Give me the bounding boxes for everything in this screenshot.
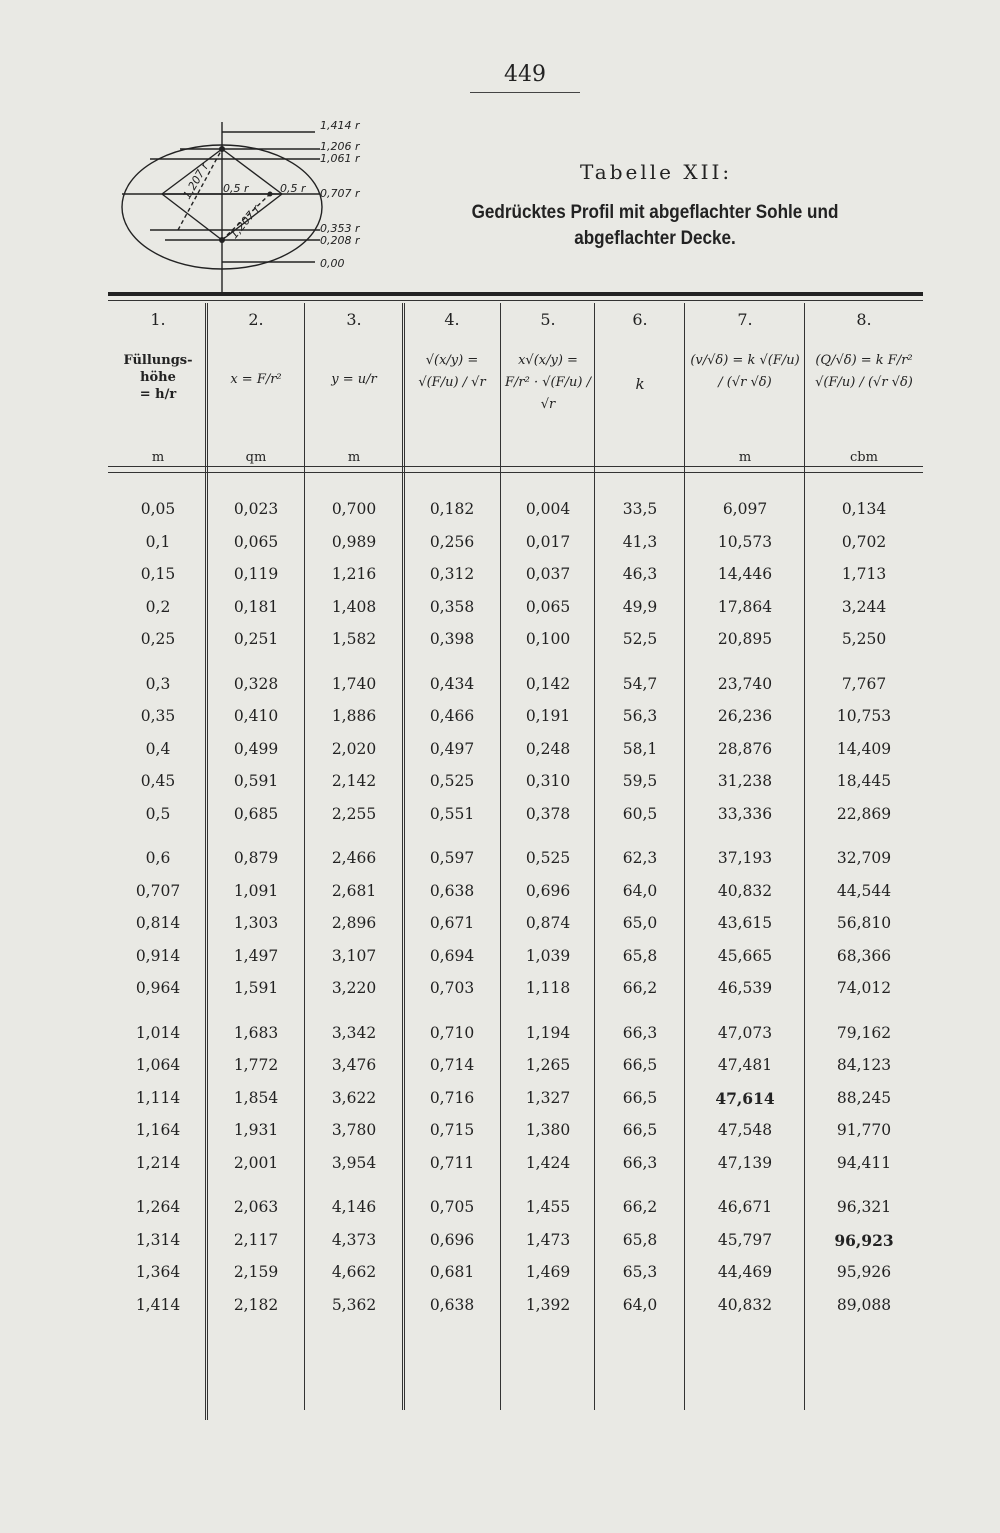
col-header-3: y = u/r (331, 372, 377, 387)
table-cell: 0,681 (429, 1263, 475, 1281)
table-cell: 1,114 (135, 1088, 181, 1107)
label-1206: 1,206 r (320, 140, 360, 153)
table-row (108, 1154, 923, 1178)
table-cell: 1,740 (331, 674, 377, 693)
table-cell: 95,926 (836, 1263, 892, 1281)
table-cell: 64,0 (622, 881, 658, 900)
table-row (108, 1263, 923, 1287)
table-cell: 0,05 (140, 500, 176, 518)
table-cell: 3,954 (331, 1153, 377, 1172)
table-cell: 47,139 (717, 1153, 773, 1172)
table-cell: 0,466 (429, 707, 475, 725)
table-row (108, 979, 923, 1003)
label-1414: 1,414 r (320, 119, 360, 132)
table-cell: 0,15 (140, 565, 176, 583)
table-cell: 59,5 (622, 772, 658, 790)
table-cell: 1,039 (525, 946, 571, 965)
table-cell: 0,499 (233, 739, 279, 758)
table-cell: 28,876 (717, 739, 773, 758)
table-cell: 65,8 (622, 946, 658, 965)
table-cell: 3,780 (331, 1121, 377, 1139)
table-cell: 1,886 (331, 707, 377, 725)
profile-diagram (110, 112, 410, 302)
col-num-2: 2. (248, 310, 264, 329)
header-bottom-rule-2 (108, 472, 923, 473)
table-cell: 49,9 (622, 597, 658, 616)
table-cell: 17,864 (717, 597, 773, 616)
table-cell: 5,250 (841, 630, 887, 648)
table-cell: 0,191 (525, 707, 571, 725)
table-row (108, 849, 923, 873)
table-cell: 84,123 (836, 1056, 892, 1074)
table-cell: 47,548 (717, 1121, 773, 1139)
table-cell: 44,469 (717, 1263, 773, 1281)
table-cell: 3,342 (331, 1023, 377, 1042)
table-cell: 1,392 (525, 1295, 571, 1314)
table-cell: 0,551 (429, 804, 475, 823)
table-row (108, 565, 923, 589)
table-cell: 2,255 (331, 804, 377, 823)
table-cell: 31,238 (717, 772, 773, 790)
table-cell: 0,989 (331, 532, 377, 551)
table-row (108, 914, 923, 938)
table-top-rule (108, 292, 923, 296)
table-cell: 89,088 (836, 1295, 892, 1314)
table-cell: 54,7 (622, 674, 658, 693)
table-row (108, 772, 923, 796)
label-1207-lower: 1,207 r (227, 202, 263, 242)
table-cell: 1,408 (331, 597, 377, 616)
table-row (108, 947, 923, 971)
label-0208: 0,208 r (320, 234, 360, 247)
label-05r-left: 0,5 r (223, 182, 249, 195)
table-cell: 60,5 (622, 804, 658, 823)
unit-col-2: qm (245, 450, 267, 465)
table-row (108, 805, 923, 829)
table-cell: 66,5 (622, 1056, 658, 1074)
table-cell: 91,770 (836, 1121, 892, 1139)
header-bottom-rule (108, 466, 923, 467)
table-cell: 1,582 (331, 630, 377, 648)
table-cell: 0,591 (233, 772, 279, 790)
col-num-3: 3. (346, 310, 362, 329)
table-row (108, 740, 923, 764)
table-cell: 66,3 (622, 1153, 658, 1172)
table-row (108, 533, 923, 557)
table-subtitle (444, 200, 867, 252)
table-cell: 46,671 (717, 1198, 773, 1216)
table-cell: 0,5 (145, 804, 171, 823)
table-cell: 7,767 (841, 674, 887, 693)
table-cell: 94,411 (836, 1153, 892, 1172)
label-05r-right: 0,5 r (280, 182, 306, 195)
subtitle-line-2: abgeflachter Decke. (574, 228, 736, 249)
page-number: 449 (504, 62, 546, 87)
table-cell: 23,740 (717, 674, 773, 693)
table-cell: 2,159 (233, 1263, 279, 1281)
table-cell: 0,181 (233, 597, 279, 616)
table-row (108, 882, 923, 906)
unit-col-7: m (738, 450, 752, 465)
table-cell: 0,6 (145, 849, 171, 867)
table-cell: 0,702 (841, 532, 887, 551)
table-cell: 2,681 (331, 881, 377, 900)
table-row (108, 1089, 923, 1113)
label-1061: 1,061 r (320, 152, 360, 165)
table-cell: 0,710 (429, 1023, 475, 1042)
table-cell: 58,1 (622, 739, 658, 758)
table-cell: 56,810 (836, 914, 892, 932)
table-cell: 14,446 (717, 565, 773, 583)
table-cell: 68,366 (836, 946, 892, 965)
table-cell: 66,5 (622, 1088, 658, 1107)
table-cell: 33,5 (622, 500, 658, 518)
table-cell: 41,3 (622, 532, 658, 551)
table-cell: 0,142 (525, 674, 571, 693)
table-cell: 0,182 (429, 500, 475, 518)
table-cell: 0,248 (525, 739, 571, 758)
table-cell: 74,012 (836, 979, 892, 997)
table-cell: 1,216 (331, 565, 377, 583)
table-cell: 2,466 (331, 849, 377, 867)
table-cell: 0,3 (145, 674, 171, 693)
table-cell: 0,525 (429, 772, 475, 790)
table-top-rule-thin (108, 300, 923, 301)
table-cell: 0,638 (429, 1295, 475, 1314)
table-cell: 1,064 (135, 1056, 181, 1074)
table-cell: 0,398 (429, 630, 475, 648)
table-cell: 0,700 (331, 500, 377, 518)
table-cell: 0,023 (233, 500, 279, 518)
table-cell: 0,119 (233, 565, 279, 583)
table-row (108, 675, 923, 699)
col-num-6: 6. (632, 310, 648, 329)
table-cell: 4,373 (331, 1230, 377, 1249)
table-cell: 79,162 (836, 1023, 892, 1042)
table-cell: 1,364 (135, 1263, 181, 1281)
table-cell: 2,063 (233, 1198, 279, 1216)
col-num-7: 7. (737, 310, 753, 329)
table-cell: 0,25 (140, 630, 176, 648)
unit-col-3: m (347, 450, 361, 465)
table-cell: 0,525 (525, 849, 571, 867)
table-cell: 44,544 (836, 881, 892, 900)
table-cell: 1,314 (135, 1230, 181, 1249)
table-cell: 10,753 (836, 707, 892, 725)
table-cell: 0,685 (233, 804, 279, 823)
table-cell: 1,473 (525, 1230, 571, 1249)
table-cell: 1,014 (135, 1023, 181, 1042)
table-cell: 0,378 (525, 804, 571, 823)
table-cell: 0,410 (233, 707, 279, 725)
table-cell: 10,573 (717, 532, 773, 551)
table-cell: 0,638 (429, 881, 475, 900)
table-cell: 0,694 (429, 946, 475, 965)
table-cell: 40,832 (717, 1295, 773, 1314)
table-cell: 4,146 (331, 1198, 377, 1216)
table-cell: 26,236 (717, 707, 773, 725)
table-cell: 0,671 (429, 914, 475, 932)
unit-col-1: m (151, 450, 165, 465)
table-cell: 88,245 (836, 1088, 892, 1107)
table-cell: 43,615 (717, 914, 773, 932)
table-cell: 0,251 (233, 630, 279, 648)
table-cell: 18,445 (836, 772, 892, 790)
table-cell: 1,469 (525, 1263, 571, 1281)
table-cell: 2,182 (233, 1295, 279, 1314)
table-cell: 3,107 (331, 946, 377, 965)
table-cell: 1,214 (135, 1153, 181, 1172)
table-cell: 0,597 (429, 849, 475, 867)
table-cell: 1,931 (233, 1121, 279, 1139)
table-cell: 3,220 (331, 979, 377, 997)
table-cell: 0,256 (429, 532, 475, 551)
table-cell: 0,037 (525, 565, 571, 583)
table-cell: 0,434 (429, 674, 475, 693)
table-cell: 1,591 (233, 979, 279, 997)
col-num-1: 1. (150, 310, 166, 329)
table-cell: 52,5 (622, 630, 658, 648)
table-cell: 0,714 (429, 1056, 475, 1074)
table-cell: 0,134 (841, 500, 887, 518)
table-cell: 0,2 (145, 597, 171, 616)
table-cell: 45,665 (717, 946, 773, 965)
table-row (108, 1024, 923, 1048)
table-cell: 65,3 (622, 1263, 658, 1281)
table-cell: 0,914 (135, 946, 181, 965)
col-num-4: 4. (444, 310, 460, 329)
table-cell: 1,455 (525, 1198, 571, 1216)
table-cell: 96,923 (834, 1230, 894, 1250)
table-cell: 0,715 (429, 1121, 475, 1139)
table-row (108, 500, 923, 524)
table-cell: 5,362 (331, 1295, 377, 1314)
table-cell: 0,017 (525, 532, 571, 551)
label-1207-upper: 1,207 r (180, 160, 212, 202)
table-cell: 1,424 (525, 1153, 571, 1172)
table-cell: 96,321 (836, 1198, 892, 1216)
table-cell: 66,3 (622, 1023, 658, 1042)
table-cell: 64,0 (622, 1295, 658, 1314)
page-number-rule (470, 92, 580, 93)
table-cell: 1,713 (841, 565, 887, 583)
table-cell: 0,964 (135, 979, 181, 997)
table-cell: 0,703 (429, 979, 475, 997)
table-cell: 0,1 (145, 532, 171, 551)
col-num-5: 5. (540, 310, 556, 329)
table-cell: 6,097 (722, 500, 768, 518)
label-0353: 0,353 r (320, 222, 360, 235)
subtitle-line-1: Gedrücktes Profil mit abgeflachter Sohle und (471, 202, 839, 223)
table-cell: 66,2 (622, 1198, 658, 1216)
table-cell: 1,327 (525, 1088, 571, 1107)
table-cell: 0,497 (429, 739, 475, 758)
table-cell: 0,696 (525, 881, 571, 900)
col-header-1: Füllungs- höhe = h/r (123, 353, 193, 402)
table-cell: 1,380 (525, 1121, 571, 1139)
table-cell: 0,065 (233, 532, 279, 551)
unit-col-8: cbm (850, 450, 878, 465)
table-cell: 66,2 (622, 979, 658, 997)
table-cell: 37,193 (717, 849, 773, 867)
table-row (108, 1121, 923, 1145)
table-cell: 1,683 (233, 1023, 279, 1042)
col-header-2: x = F/r² (230, 372, 282, 387)
table-cell: 0,35 (140, 707, 176, 725)
table-cell: 0,716 (429, 1088, 475, 1107)
table-cell: 1,497 (233, 946, 279, 965)
table-cell: 1,265 (525, 1056, 571, 1074)
col-header-4: √(x/y) = √(F/u) / √r (418, 353, 486, 390)
table-cell: 40,832 (717, 881, 773, 900)
col-header-5: x√(x/y) = F/r² · √(F/u) / √r (505, 353, 591, 412)
table-cell: 0,312 (429, 565, 475, 583)
table-row (108, 1231, 923, 1255)
table-title: Tabelle XII: (580, 160, 733, 184)
table-row (108, 1056, 923, 1080)
table-cell: 1,164 (135, 1121, 181, 1139)
table-cell: 47,481 (717, 1056, 773, 1074)
table-cell: 20,895 (717, 630, 773, 648)
table-row (108, 1198, 923, 1222)
table-cell: 56,3 (622, 707, 658, 725)
table-cell: 0,45 (140, 772, 176, 790)
table-cell: 0,705 (429, 1198, 475, 1216)
table-cell: 0,328 (233, 674, 279, 693)
table-cell: 2,020 (331, 739, 377, 758)
table-cell: 3,622 (331, 1088, 377, 1107)
table-cell: 45,797 (717, 1230, 773, 1249)
table-cell: 3,244 (841, 597, 887, 616)
table-cell: 2,117 (233, 1230, 279, 1249)
table-cell: 1,854 (233, 1088, 279, 1107)
col-header-6: k (635, 375, 645, 393)
table-cell: 33,336 (717, 804, 773, 823)
table-cell: 62,3 (622, 849, 658, 867)
table-row (108, 630, 923, 654)
table-cell: 0,310 (525, 772, 571, 790)
table-cell: 66,5 (622, 1121, 658, 1139)
table-cell: 0,707 (135, 881, 181, 900)
table-cell: 22,869 (836, 804, 892, 823)
table-cell: 0,4 (145, 739, 171, 758)
table-cell: 2,896 (331, 914, 377, 932)
table-cell: 1,118 (525, 979, 571, 997)
table-cell: 0,100 (525, 630, 571, 648)
table-cell: 65,8 (622, 1230, 658, 1249)
table-cell: 0,065 (525, 597, 571, 616)
table-cell: 46,3 (622, 565, 658, 583)
table-cell: 0,004 (525, 500, 571, 518)
table-cell: 3,476 (331, 1056, 377, 1074)
col-header-8: (Q/√δ) = k F/r² √(F/u) / (√r √δ) (815, 353, 913, 390)
label-000: 0,00 (320, 257, 345, 270)
table-cell: 1,091 (233, 881, 279, 900)
table-cell: 2,142 (331, 772, 377, 790)
table-cell: 1,772 (233, 1056, 279, 1074)
table-cell: 0,814 (135, 914, 181, 932)
table-cell: 47,073 (717, 1023, 773, 1042)
table-cell: 0,711 (429, 1153, 475, 1172)
table-row (108, 1296, 923, 1320)
table-cell: 4,662 (331, 1263, 377, 1281)
table-cell: 1,264 (135, 1198, 181, 1216)
table-cell: 32,709 (836, 849, 892, 867)
table-cell: 1,303 (233, 914, 279, 932)
table-row (108, 707, 923, 731)
col-num-8: 8. (856, 310, 872, 329)
table-cell: 47,614 (715, 1088, 775, 1108)
table-cell: 1,414 (135, 1295, 181, 1314)
label-0707: 0,707 r (320, 187, 360, 200)
table-cell: 0,358 (429, 597, 475, 616)
table-cell: 65,0 (622, 914, 658, 932)
table-cell: 0,879 (233, 849, 279, 867)
table-cell: 0,874 (525, 914, 571, 932)
table-cell: 0,696 (429, 1230, 475, 1249)
table-cell: 14,409 (836, 739, 892, 758)
col-header-7: (v/√δ) = k √(F/u) / (√r √δ) (690, 353, 800, 390)
table-cell: 2,001 (233, 1153, 279, 1172)
table-cell: 46,539 (717, 979, 773, 997)
table-cell: 1,194 (525, 1023, 571, 1042)
table-row (108, 598, 923, 622)
